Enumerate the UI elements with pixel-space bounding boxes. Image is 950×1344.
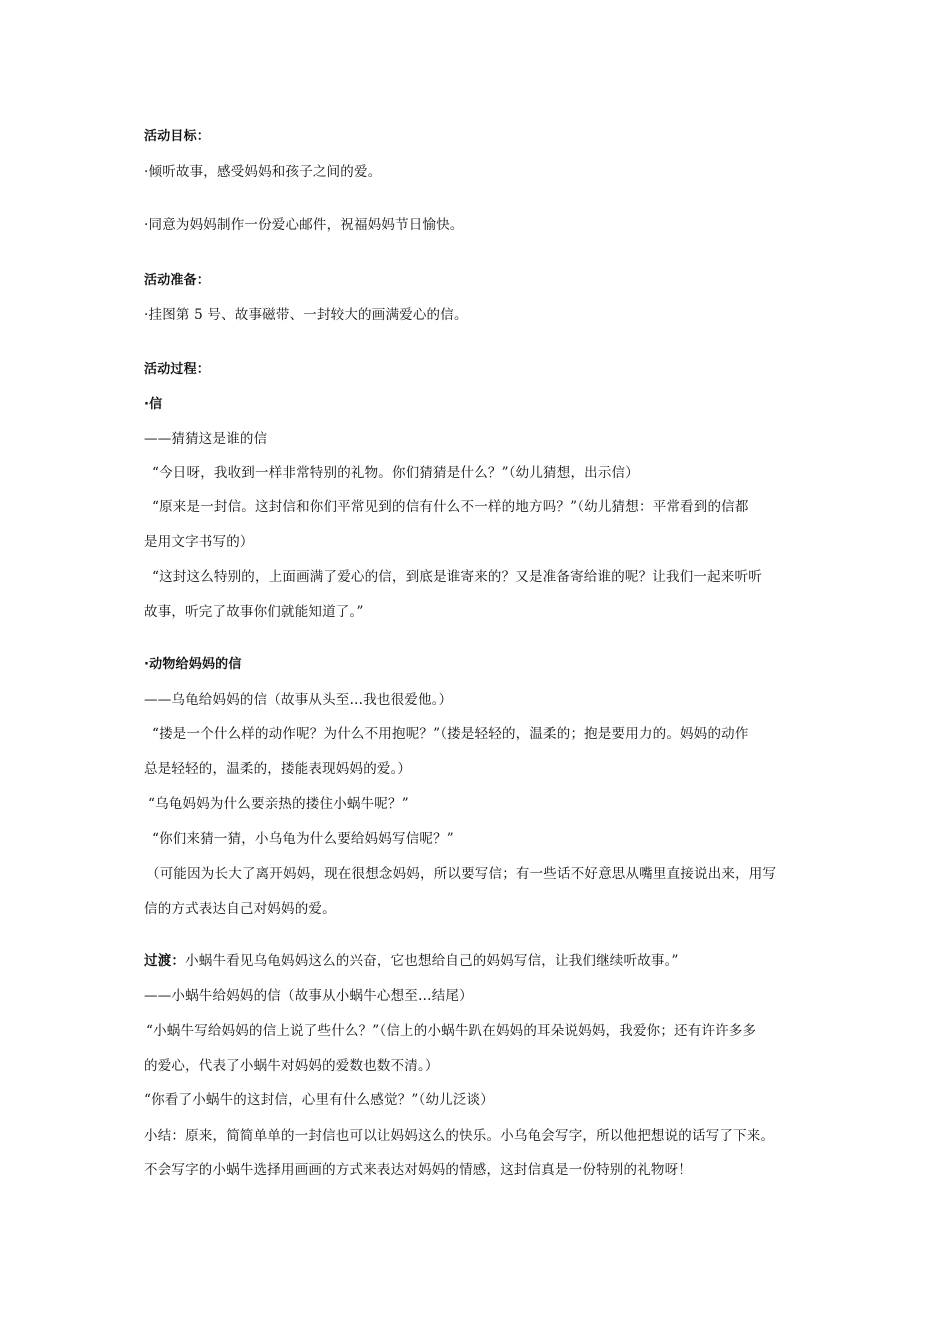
paragraph-continuation: 不会写字的小蜗牛选择用画画的方式来表达对妈妈的情感，这封信真是一份特别的礼物呀！	[144, 1162, 692, 1178]
subsection-title: ——乌龟给妈妈的信（故事从头至…我也很爱他。）	[144, 692, 453, 708]
paragraph: “今日呀，我收到一样非常特别的礼物。你们猜猜是什么？”（幼儿猜想，出示信）	[152, 465, 639, 481]
paragraph: “你们来猜一猜，小乌龟为什么要给妈妈写信呢？”	[152, 831, 454, 847]
paragraph-continuation: 信的方式表达自己对妈妈的爱。	[144, 901, 336, 917]
paragraph: “这封这么特别的，上面画满了爱心的信，到底是谁寄来的？又是准备寄给谁的呢？让我们一起来听听	[152, 569, 762, 585]
transition-label: 过渡：	[144, 953, 186, 969]
transition-paragraph	[144, 951, 679, 971]
section-heading: ·信	[144, 397, 163, 412]
goals-heading: 活动目标：	[144, 129, 211, 144]
paragraph: “小蜗牛写给妈妈的信上说了些什么？”（信上的小蜗牛趴在妈妈的耳朵说妈妈，我爱你；还有许许多多	[146, 1023, 757, 1039]
paragraph-continuation: 总是轻轻的，温柔的，搂能表现妈妈的爱。）	[144, 761, 412, 777]
paragraph: “你看了小蜗牛的这封信，心里有什么感觉？”（幼儿泛谈）	[144, 1092, 494, 1108]
paragraph: “乌龟妈妈为什么要亲热的搂住小蜗牛呢？”	[148, 796, 409, 812]
prep-item: ·挂图第 5 号、故事磁带、一封较大的画满爱心的信。	[144, 307, 468, 323]
subsection-title: ——猜猜这是谁的信	[144, 431, 268, 447]
paragraph-continuation: 的爱心，代表了小蜗牛对妈妈的爱数也数不清。）	[144, 1058, 439, 1074]
subsection-title: ——小蜗牛给妈妈的信（故事从小蜗牛心想至…结尾）	[144, 988, 473, 1004]
section-heading: ·动物给妈妈的信	[144, 657, 242, 672]
goal-item: ·倾听故事，感受妈妈和孩子之间的爱。	[144, 164, 382, 180]
paragraph-continuation: 故事，听完了故事你们就能知道了。”	[144, 604, 364, 620]
process-heading: 活动过程：	[144, 362, 211, 377]
goal-item: ·同意为妈妈制作一份爱心邮件，祝福妈妈节日愉快。	[144, 217, 464, 233]
paragraph: “原来是一封信。这封信和你们平常见到的信有什么不一样的地方吗？”（幼儿猜想：平常看到的信都	[152, 499, 749, 515]
summary-paragraph: 小结：原来，简简单单的一封信也可以让妈妈这么的快乐。小乌龟会写字，所以他把想说的话写了下来。	[144, 1128, 775, 1144]
prep-heading: 活动准备：	[144, 273, 211, 288]
paragraph: （可能因为长大了离开妈妈，现在很想念妈妈，所以要写信；有一些话不好意思从嘴里直接说出来，用写	[146, 866, 777, 882]
transition-text: 小蜗牛看见乌龟妈妈这么的兴奋，它也想给自己的妈妈写信，让我们继续听故事。”	[185, 953, 679, 969]
paragraph: “搂是一个什么样的动作呢？为什么不用抱呢？”（搂是轻轻的，温柔的；抱是要用力的。妈妈的动作	[152, 726, 749, 742]
paragraph-continuation: 是用文字书写的）	[144, 534, 254, 550]
